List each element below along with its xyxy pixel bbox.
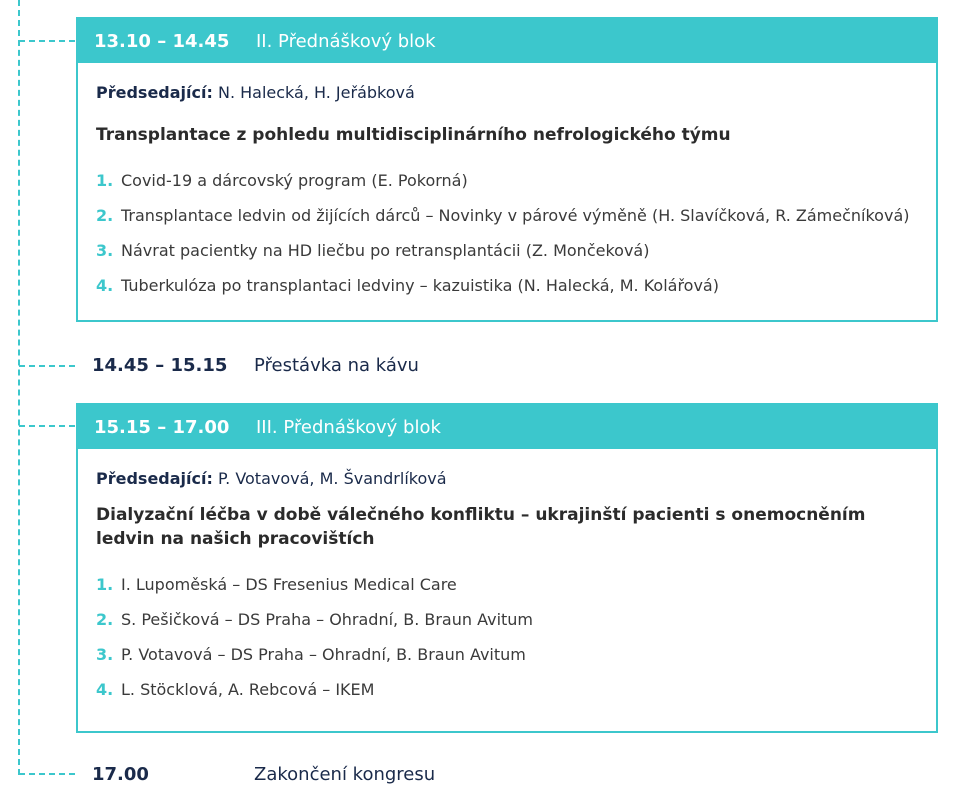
talk-item [96,567,918,602]
talk-text: P. Votavová – DS Praha – Ohradní, B. Braun Avitum [121,645,526,664]
talk-number: 3. [96,645,114,664]
talk-list [96,163,918,303]
talk-text: Covid-19 a dárcovský program (E. Pokorná) [121,171,468,190]
block-title: III. Přednáškový blok [256,416,441,438]
lecture-block-2 [76,17,938,322]
talk-number: 2. [96,610,114,629]
talk-item [96,672,918,707]
talk-number: 3. [96,241,114,260]
timeline-connector [19,40,75,42]
block-header [78,19,936,63]
break-title: Přestávka na kávu [254,354,419,376]
talk-number: 2. [96,206,114,225]
talk-text: L. Stöcklová, A. Rebcová – IKEM [121,680,375,699]
talk-text: Tuberkulóza po transplantaci ledviny – kazuistika (N. Halecká, M. Kolářová) [121,276,719,295]
timeline-line [18,0,20,775]
timeline-connector [19,365,75,367]
chairs-label: Předsedající: [96,469,213,488]
talk-number: 1. [96,575,114,594]
talk-number: 1. [96,171,114,190]
talk-text: I. Lupoměská – DS Fresenius Medical Care [121,575,457,594]
block-header [78,405,936,449]
talk-text: S. Pešičková – DS Praha – Ohradní, B. Braun Avitum [121,610,534,629]
block-time: 15.15 – 17.00 [94,416,230,438]
talk-number: 4. [96,680,114,699]
lecture-block-3 [76,403,938,733]
block-title: II. Přednáškový blok [256,30,436,52]
session-topic: Dialyzační léčba v době válečného konfliktu – ukrajinští pacienti s onemocněním ledvin na našich pracovištích [96,505,866,549]
block-body [78,83,936,303]
closing-row [76,760,435,788]
talk-item [96,602,918,637]
talk-item [96,637,918,672]
talk-text: Návrat pacientky na HD liečbu po retransplantácii (Z. Mončeková) [121,241,650,260]
talk-item [96,198,918,233]
talk-item [96,163,918,198]
talk-text: Transplantace ledvin od žijících dárců – Novinky v párové výměně (H. Slavíčková, R. Zámečníková) [121,206,910,225]
talk-list [96,567,918,707]
closing-title: Zakončení kongresu [254,763,436,785]
chairs-line [96,83,918,103]
block-time: 13.10 – 14.45 [94,30,230,52]
break-time: 14.45 – 15.15 [92,354,228,376]
session-topic: Transplantace z pohledu multidisciplinárního nefrologického týmu [96,125,731,145]
coffee-break-row [76,351,419,379]
chairs-label: Předsedající: [96,83,213,102]
timeline-connector [19,773,75,775]
timeline-connector [19,425,75,427]
talk-item [96,233,918,268]
chairs-names: N. Halecká, H. Jeřábková [217,83,415,102]
closing-time: 17.00 [92,763,149,785]
talk-number: 4. [96,276,114,295]
talk-item [96,268,918,303]
chairs-line [96,469,918,489]
block-body [78,469,936,707]
chairs-names: P. Votavová, M. Švandrlíková [217,469,447,488]
